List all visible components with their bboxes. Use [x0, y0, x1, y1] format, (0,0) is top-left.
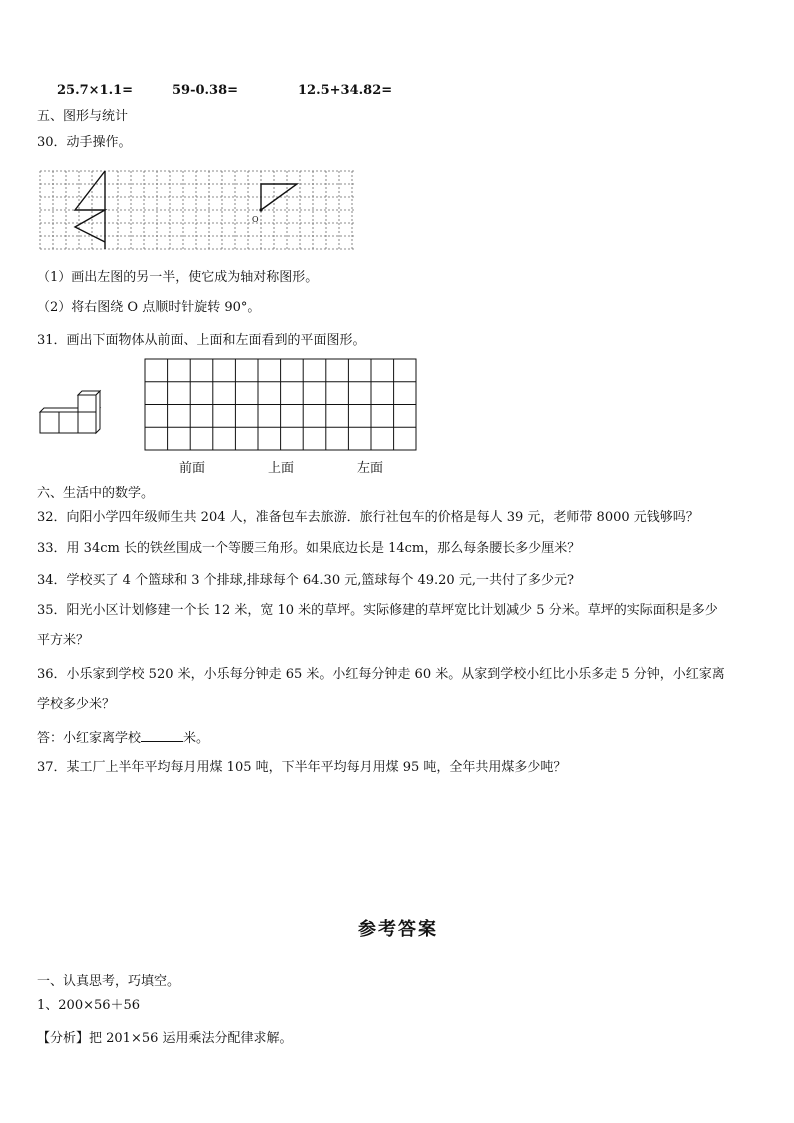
view-label-left: 左面 [357, 461, 384, 476]
section-6-heading: 六、生活中的数学。 [37, 486, 155, 501]
q31-answer-grid [144, 358, 418, 452]
calc-item-3: 12.5+34.82= [298, 83, 393, 98]
q30-grid-figure [39, 170, 359, 252]
section-5-heading: 五、图形与统计 [37, 109, 129, 124]
q36-line-2: 学校多少米？ [37, 697, 116, 712]
q33-text: 33．用 34cm 长的铁丝围成一个等腰三角形。如果底边长是 14cm，那么每条腰长多少厘米？ [37, 541, 581, 556]
right-triangle-figure [261, 184, 297, 210]
q30-task-1: （1）画出左图的另一半，使它成为轴对称图形。 [37, 270, 319, 285]
calc-item-1: 25.7×1.1= [57, 83, 134, 98]
q36-answer-suffix: 米。 [183, 731, 210, 746]
answers-section-1: 一、认真思考，巧填空。 [37, 974, 181, 989]
q36-answer-line [37, 729, 209, 747]
q35-line-2: 平方米？ [37, 633, 90, 648]
q30-title: 30．动手操作。 [37, 135, 132, 150]
point-o [259, 208, 262, 211]
q32-text: 32．向阳小学四年级师生共 204 人，准备包车去旅游．旅行社包车的价格是每人 39 元，老师带 8000 元钱够吗？ [37, 510, 699, 525]
q36-answer-prefix: 答：小红家离学校 [37, 731, 142, 746]
q35-line-1: 35．阳光小区计划修建一个长 12 米，宽 10 米的草坪。实际修建的草坪宽比计划减少 5 分米。草坪的实际面积是多少 [37, 603, 718, 618]
q36-line-1: 36．小乐家到学校 520 米，小乐每分钟走 65 米。小红每分钟走 60 米。从家到学校小红比小乐多走 5 分钟，小红家离 [37, 667, 725, 682]
view-label-front: 前面 [179, 461, 206, 476]
answer-1: 1、200×56＋56 [37, 998, 141, 1013]
view-label-top: 上面 [268, 461, 295, 476]
calc-item-2: 59-0.38= [172, 83, 239, 98]
q30-task-2: （2）将右图绕 O 点顺时针旋转 90°。 [37, 300, 261, 315]
q31-title: 31．画出下面物体从前面、上面和左面看到的平面图形。 [37, 333, 366, 348]
q37-text: 37．某工厂上半年平均每月用煤 105 吨，下半年平均每月用煤 95 吨，全年共用煤多少吨？ [37, 760, 567, 775]
answers-heading: 参考答案 [358, 919, 438, 940]
q34-text: 34．学校买了 4 个篮球和 3 个排球,排球每个 64.30 元,篮球每个 49.20 元,一共付了多少元? [37, 573, 574, 588]
q31-cubes-figure [38, 388, 108, 436]
point-o-label: O [252, 215, 259, 224]
left-half-figure [75, 171, 105, 249]
q36-answer-blank[interactable] [141, 729, 183, 742]
answer-1-analysis: 【分析】把 201×56 运用乘法分配律求解。 [37, 1031, 293, 1046]
